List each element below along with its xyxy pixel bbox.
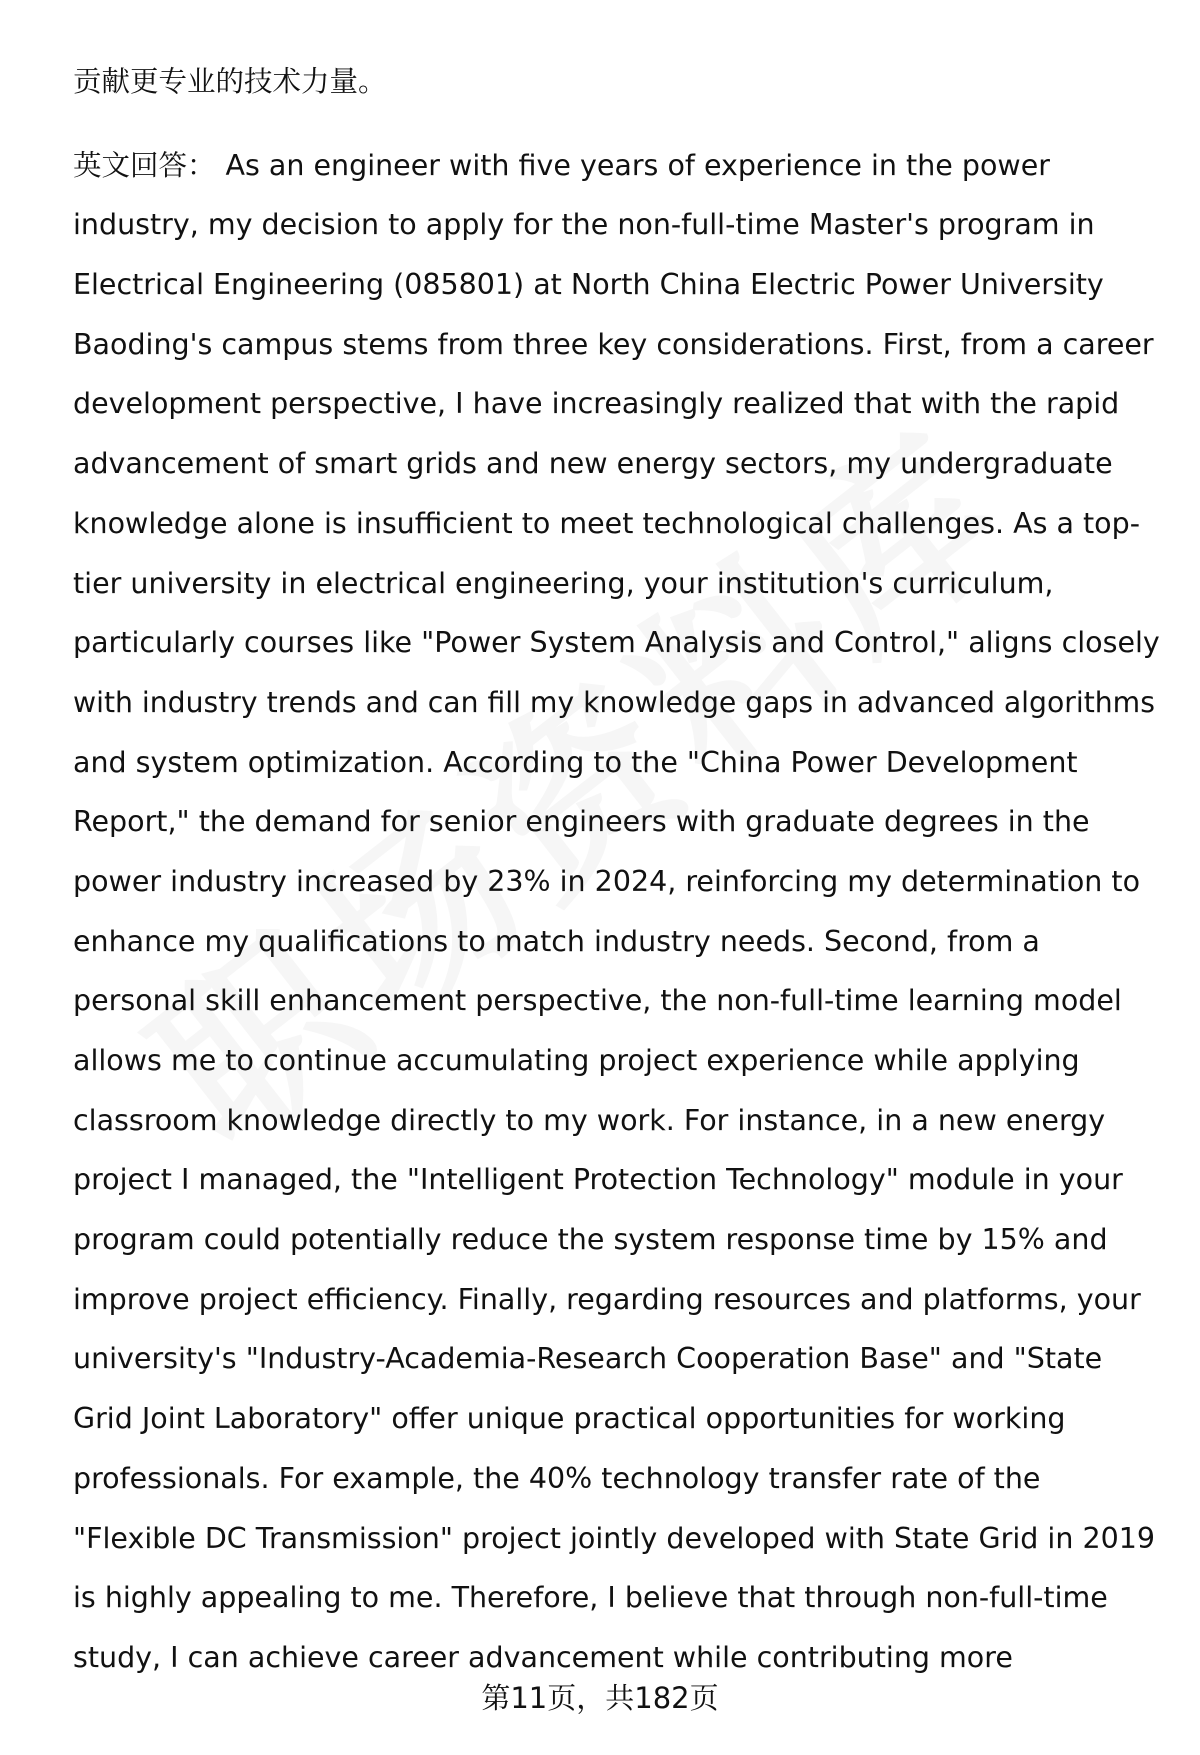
document-body [73,52,1163,1688]
text-line: power industry increased by 23% in 2024, reinforcing my determination to [73,864,1141,898]
text-line: allows me to continue accumulating project experience while applying [73,1044,1080,1077]
text-line: university's "Industry-Academia-Research Cooperation Base" and "State [73,1342,1103,1376]
text-line: "Flexible DC Transmission" project jointly developed with State Grid in 2019 [73,1521,1155,1555]
text-line: and system optimization. According to the "China Power Development [73,745,1078,779]
text-line: particularly courses like "Power System Analysis and Control," aligns closely [73,626,1160,660]
text-line: Grid Joint Laboratory" offer unique practical opportunities for working [73,1402,1066,1436]
text-line: is highly appealing to me. Therefore, I believe that through non-full-time [73,1581,1108,1615]
text-line: Electrical Engineering (085801) at North China Electric Power University [73,268,1104,302]
text-line: program could potentially reduce the system response time by 15% and [73,1223,1108,1257]
page-number: 第11页，共182页 [481,1681,719,1715]
text-line: personal skill enhancement perspective, the non-full-time learning model [73,984,1122,1018]
text-line: enhance my qualifications to match industry needs. Second, from a [73,924,1040,958]
text-line [73,136,1163,196]
text-line: with industry trends and can fill my knowledge gaps in advanced algorithms [73,685,1155,719]
text-line: improve project efficiency. Finally, regarding resources and platforms, your [73,1282,1141,1316]
text-line: project I managed, the "Intelligent Protection Technology" module in your [73,1163,1123,1197]
line-text: As an engineer with five years of experience in the power [225,148,1050,182]
answer-label: 英文回答： [73,148,216,182]
text-line: development perspective, I have increasingly realized that with the rapid [73,387,1120,421]
text-line: classroom knowledge directly to my work. For instance, in a new energy [73,1103,1106,1137]
text-line: knowledge alone is insufficient to meet technological challenges. As a top- [73,506,1140,540]
text-line: study, I can achieve career advancement while contributing more [73,1640,1013,1674]
text-line: industry, my decision to apply for the non-full-time Master's program in [73,208,1095,242]
text-line: professionals. For example, the 40% technology transfer rate of the [73,1461,1041,1495]
text-line: tier university in electrical engineering, your institution's curriculum, [73,566,1054,600]
text-line: Report," the demand for senior engineers with graduate degrees in the [73,805,1090,839]
text-line: advancement of smart grids and new energy sectors, my undergraduate [73,447,1113,481]
text-line: Baoding's campus stems from three key considerations. First, from a career [73,327,1154,361]
intro-line: 贡献更专业的技术力量。 [73,65,387,98]
